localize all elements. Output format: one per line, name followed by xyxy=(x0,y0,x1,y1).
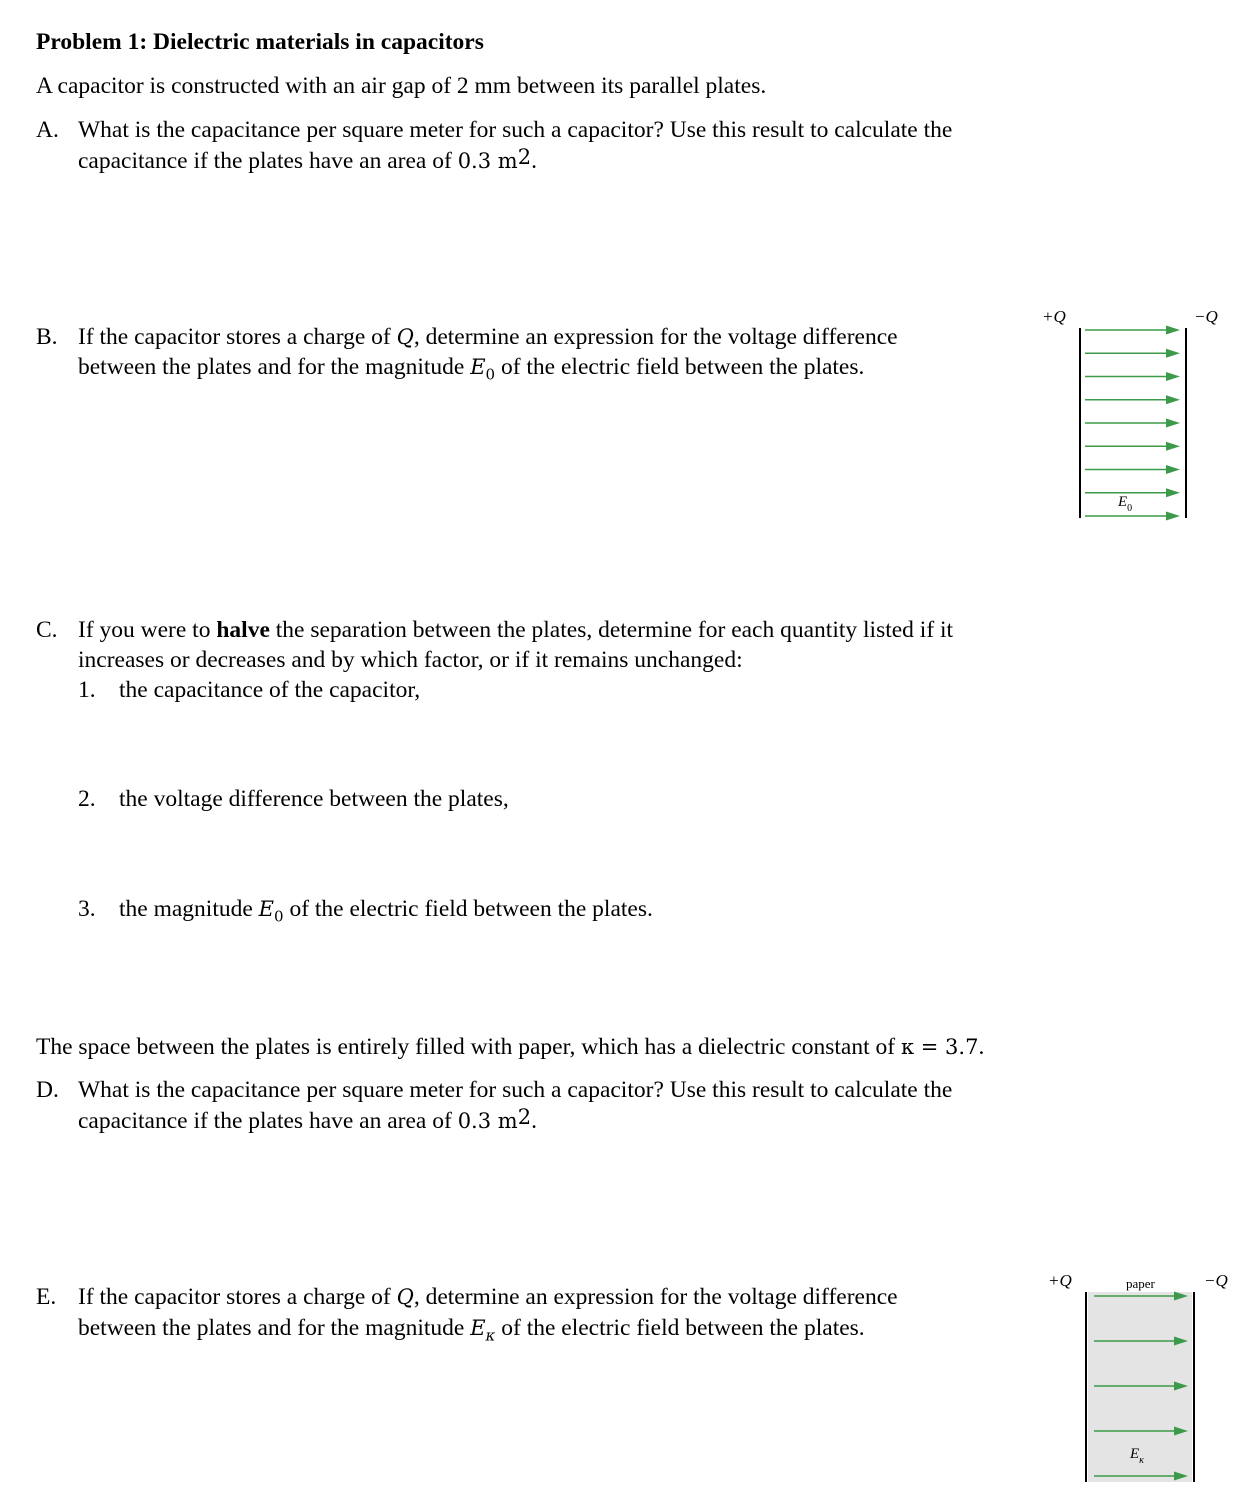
part-a-line2-end: . xyxy=(531,148,537,174)
part-d-line2-end: . xyxy=(531,1108,537,1134)
air-minus-label: −Q xyxy=(1194,307,1218,326)
part-a-line1: What is the capacitance per square meter for such a capacitor? Use this result to calculate the xyxy=(78,117,953,143)
air-field-arrow-head xyxy=(1166,465,1180,474)
part-b-line2 xyxy=(78,352,864,390)
part-d-line2 xyxy=(78,1106,537,1136)
capacitor-paper-diagram xyxy=(1036,1268,1236,1488)
part-a-label: A. xyxy=(36,117,59,143)
part-e-field-sub: κ xyxy=(485,1326,496,1345)
part-e-line2-pre: between the plates and for the magnitude xyxy=(78,1315,471,1341)
part-b-field-sub: 0 xyxy=(485,365,496,384)
air-plus-label: +Q xyxy=(1042,307,1066,326)
air-field-arrow-head xyxy=(1166,349,1180,358)
part-e-line2 xyxy=(78,1313,865,1351)
part-b-line2-pre: between the plates and for the magnitude xyxy=(78,354,471,380)
part-d-line2-text: capacitance if the plates have an area of xyxy=(78,1108,458,1134)
air-field-label xyxy=(1117,494,1132,514)
part-c-line2: increases or decreases and by which factor, or if it remains unchanged: xyxy=(78,647,743,673)
part-e-line2-post: of the electric field between the plates. xyxy=(495,1315,865,1341)
paper-medium-label: paper xyxy=(1126,1276,1155,1291)
part-c-item-3-pre: the magnitude xyxy=(119,896,259,922)
paper-intro-text: The space between the plates is entirely filled with paper, which has a dielectric constant of xyxy=(36,1034,901,1060)
air-field-arrow-head xyxy=(1166,512,1180,521)
part-e-line1-post: , determine an expression for the voltage difference xyxy=(413,1284,898,1310)
air-field-arrow-head xyxy=(1166,442,1180,451)
air-field-arrow-head xyxy=(1166,326,1180,335)
paper-plus-label: +Q xyxy=(1048,1271,1072,1290)
air-field-sub: 0 xyxy=(1127,503,1133,514)
paper-intro-end: . xyxy=(978,1034,985,1060)
part-e-line1 xyxy=(78,1282,898,1312)
part-a-area: 0.3 m xyxy=(457,149,518,173)
problem-intro: A capacitor is constructed with an air gap of 2 mm between its parallel plates. xyxy=(36,73,767,99)
part-c-line1 xyxy=(78,615,953,645)
part-c-line1-pre: If you were to xyxy=(78,617,217,643)
paper-intro xyxy=(36,1032,984,1062)
part-a-line2 xyxy=(78,146,537,176)
air-field-arrow-head xyxy=(1166,488,1180,497)
part-e-field: E xyxy=(470,1316,486,1340)
paper-minus-label: −Q xyxy=(1204,1271,1228,1290)
part-b-line1-pre: If the capacitor stores a charge of xyxy=(78,324,397,350)
paper-field-letter: E xyxy=(1130,1446,1140,1462)
air-field-letter: E xyxy=(1118,494,1128,510)
air-field-arrow-head xyxy=(1166,395,1180,404)
part-c-item-1-num: 1. xyxy=(78,677,96,703)
part-c-bold: halve xyxy=(216,617,270,643)
part-c-line1-post: the separation between the plates, determine for each quantity listed if it xyxy=(269,617,954,643)
part-c-item-3-num: 3. xyxy=(78,896,96,922)
part-c-item-3-post: of the electric field between the plates. xyxy=(283,896,653,922)
part-d-line1: What is the capacitance per square meter for such a capacitor? Use this result to calculate the xyxy=(78,1077,953,1103)
part-a-area-exp: 2 xyxy=(517,145,532,169)
part-e-label: E. xyxy=(36,1284,57,1310)
part-e-line1-pre: If the capacitor stores a charge of xyxy=(78,1284,397,1310)
part-b-line2-post: of the electric field between the plates. xyxy=(495,354,865,380)
part-c-item-2-text: the voltage difference between the plates, xyxy=(119,786,509,812)
part-e-charge: Q xyxy=(396,1285,414,1309)
air-field-arrow-head xyxy=(1166,419,1180,428)
part-c-label: C. xyxy=(36,617,58,643)
paper-kappa: κ = 3.7 xyxy=(900,1035,979,1059)
part-c-item-1-text: the capacitance of the capacitor, xyxy=(119,677,421,703)
part-b-label: B. xyxy=(36,324,58,350)
part-d-label: D. xyxy=(36,1077,59,1103)
air-field-arrow-head xyxy=(1166,372,1180,381)
part-b-charge: Q xyxy=(396,325,414,349)
part-d-area: 0.3 m xyxy=(457,1109,518,1133)
part-c-item-3-field: E xyxy=(258,897,275,921)
part-a-line2-text: capacitance if the plates have an area of xyxy=(78,148,458,174)
part-b-field: E xyxy=(470,355,486,379)
part-d-area-exp: 2 xyxy=(517,1105,532,1129)
part-b-line1 xyxy=(78,322,898,352)
paper-field-sub: κ xyxy=(1139,1455,1144,1466)
air-field-arrows xyxy=(1085,326,1180,521)
part-c-item-3-text xyxy=(119,894,653,932)
part-b-line1-post: , determine an expression for the voltage difference xyxy=(413,324,898,350)
part-c-item-3-field-sub: 0 xyxy=(274,907,284,926)
problem-title: Problem 1: Dielectric materials in capacitors xyxy=(36,29,484,55)
part-c-item-2-num: 2. xyxy=(78,786,96,812)
capacitor-air-diagram xyxy=(1030,302,1230,528)
